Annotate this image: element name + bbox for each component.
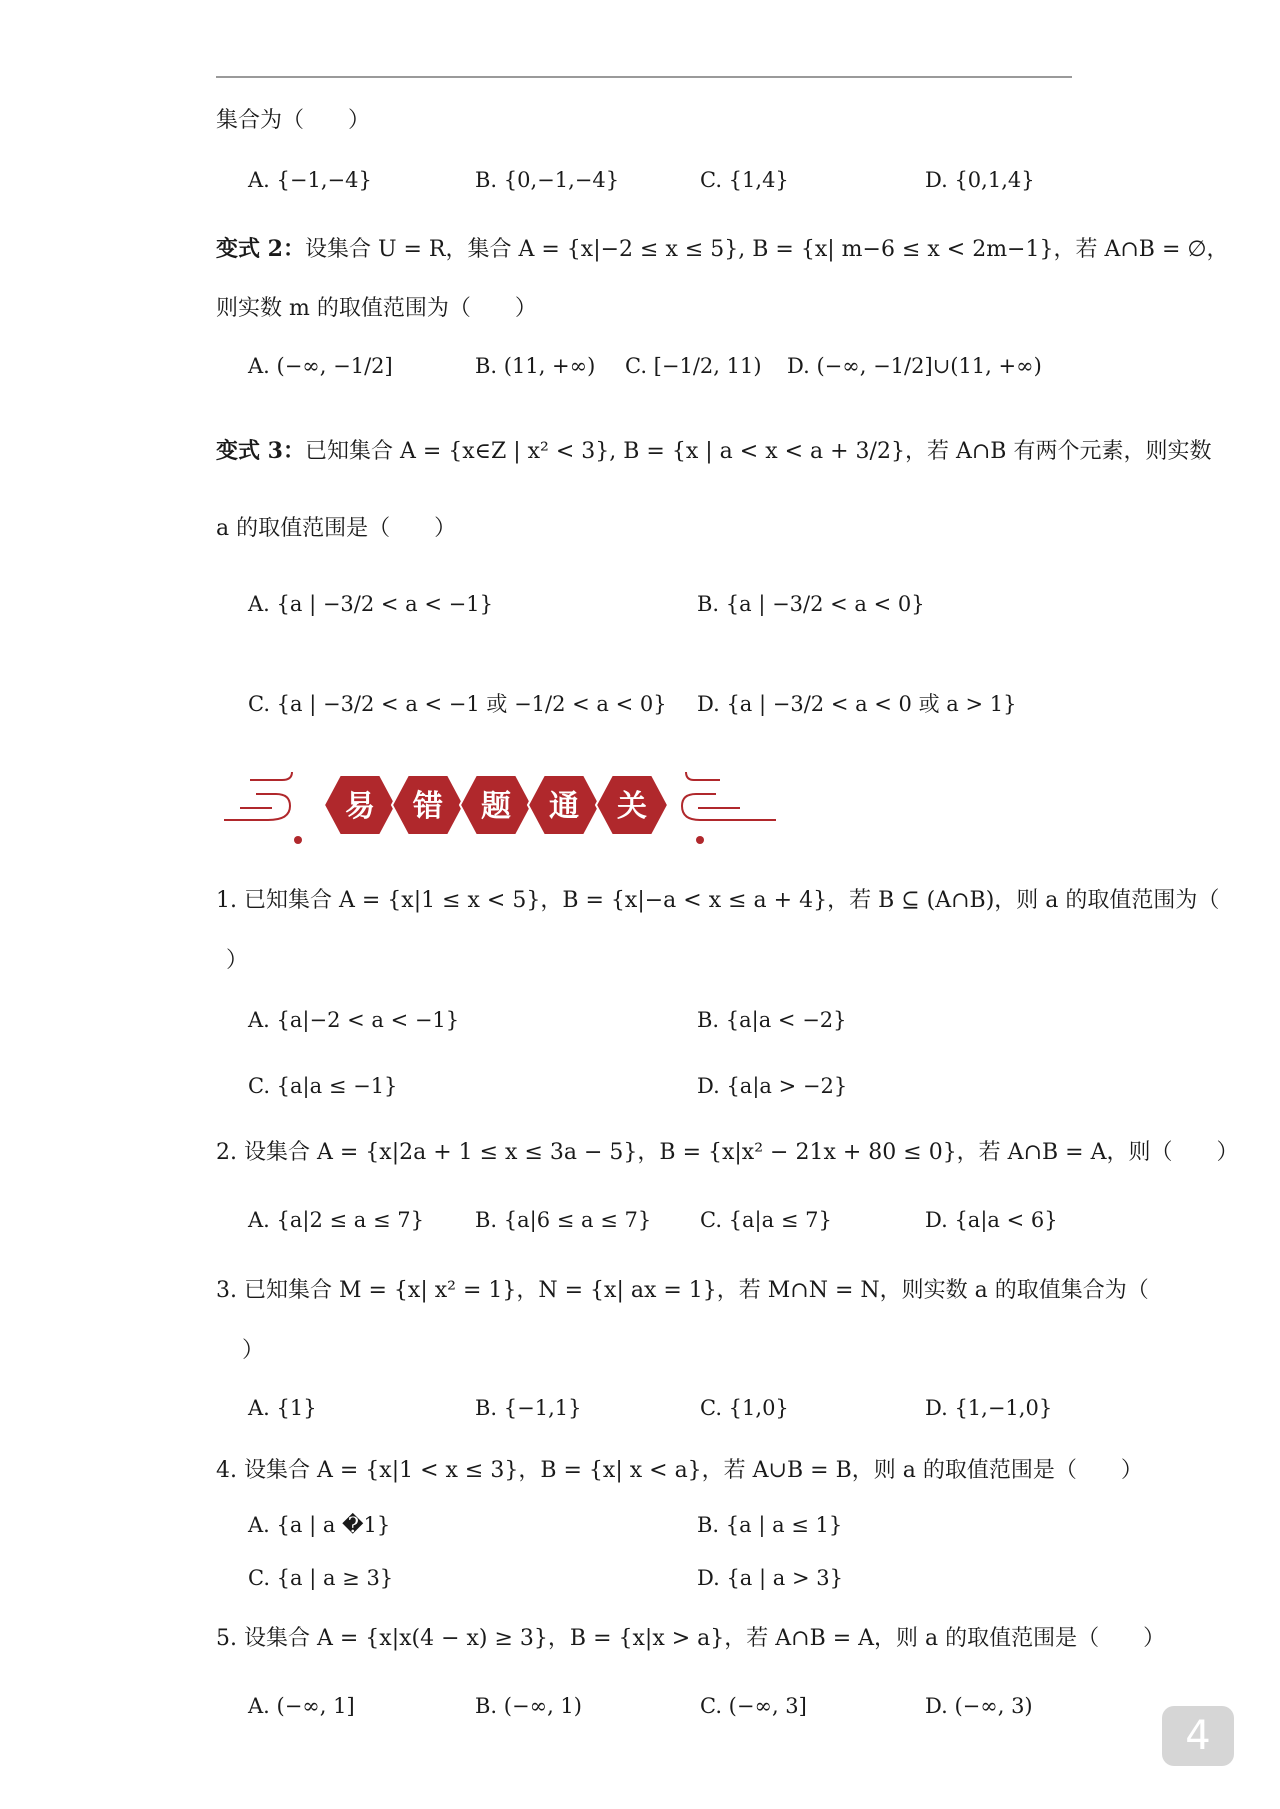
q3-line2: ） <box>242 1338 265 1363</box>
q4-option-c: C. {a | a ≥ 3} <box>248 1566 394 1590</box>
error-prone-banner <box>220 750 780 860</box>
banner-char-2: 错 <box>413 789 443 824</box>
variant2-option-d: D. (−∞, −1/2]∪(11, +∞) <box>787 354 1042 378</box>
q1-line2: ） <box>226 948 249 973</box>
q3-option-b: B. {−1,1} <box>475 1396 582 1420</box>
variant2-text: 设集合 U = R，集合 A = {x|−2 ≤ x ≤ 5}, B = {x| m−6 ≤ x < 2m−1}，若 A∩B = ∅， <box>304 237 1229 262</box>
variant3-line1 <box>216 440 1211 463</box>
q1-option-d: D. {a|a > −2} <box>697 1074 848 1098</box>
top-question-tail: 集合为（ ） <box>216 108 371 133</box>
header-rule <box>216 76 1072 78</box>
q4-option-b: B. {a | a ≤ 1} <box>697 1513 843 1537</box>
page-number-badge: 4 <box>1162 1706 1234 1766</box>
variant3-option-c: C. {a | −3/2 < a < −1 或 −1/2 < a < 0} <box>248 692 667 716</box>
q5-option-a: A. (−∞, 1] <box>248 1694 355 1718</box>
q1-option-b: B. {a|a < −2} <box>697 1008 847 1032</box>
q2-option-d: D. {a|a < 6} <box>925 1208 1058 1232</box>
q1-option-a: A. {a|−2 < a < −1} <box>248 1008 460 1032</box>
top-option-d: D. {0,1,4} <box>925 168 1035 192</box>
top-option-c: C. {1,4} <box>700 168 789 192</box>
q2-option-a: A. {a|2 ≤ a ≤ 7} <box>248 1208 424 1232</box>
q1-option-c: C. {a|a ≤ −1} <box>248 1074 398 1098</box>
q3-option-c: C. {1,0} <box>700 1396 789 1420</box>
variant3-option-a: A. {a | −3/2 < a < −1} <box>248 592 493 616</box>
banner-left-swirl <box>224 772 292 820</box>
q3-option-a: A. {1} <box>248 1396 317 1420</box>
q2-line1: 2. 设集合 A = {x|2a + 1 ≤ x ≤ 3a − 5}，B = {x|x² − 21x + 80 ≤ 0}，若 A∩B = A，则（ ） <box>216 1140 1239 1165</box>
q3-option-d: D. {1,−1,0} <box>925 1396 1053 1420</box>
variant3-option-d: D. {a | −3/2 < a < 0 或 a > 1} <box>697 692 1017 716</box>
banner-char-1: 易 <box>345 789 375 824</box>
variant3-text: 已知集合 A = {x∈Z | x² < 3}, B = {x | a < x < a + 3/2}，若 A∩B 有两个元素，则实数 <box>304 439 1212 464</box>
q2-option-b: B. {a|6 ≤ a ≤ 7} <box>475 1208 652 1232</box>
q2-option-c: C. {a|a ≤ 7} <box>700 1208 832 1232</box>
banner-char-3: 题 <box>481 789 511 824</box>
q5-option-b: B. (−∞, 1) <box>475 1694 582 1718</box>
variant2-line1 <box>216 238 1229 261</box>
variant2-line2: 则实数 m 的取值范围为（ ） <box>216 296 537 321</box>
banner-left-dot <box>294 836 302 844</box>
q4-option-d: D. {a | a > 3} <box>697 1566 843 1590</box>
q5-option-d: D. (−∞, 3) <box>925 1694 1033 1718</box>
variant3-label: 变式 3： <box>216 438 305 464</box>
q1-line1: 1. 已知集合 A = {x|1 ≤ x < 5}，B = {x|−a < x ≤ a + 4}，若 B ⊆ (A∩B)，则 a 的取值范围为（ <box>216 888 1220 913</box>
variant2-option-a: A. (−∞, −1/2] <box>248 354 393 378</box>
banner-hexagons <box>324 775 668 835</box>
q5-line1: 5. 设集合 A = {x|x(4 − x) ≥ 3}，B = {x|x > a}，若 A∩B = A，则 a 的取值范围是（ ） <box>216 1626 1166 1651</box>
variant3-option-b: B. {a | −3/2 < a < 0} <box>697 592 925 616</box>
variant3-line2: a 的取值范围是（ ） <box>216 516 457 541</box>
variant2-option-c: C. [−1/2, 11) <box>625 354 762 378</box>
top-option-a: A. {−1,−4} <box>248 168 372 192</box>
banner-right-dot <box>696 836 704 844</box>
variant2-label: 变式 2： <box>216 236 305 262</box>
q4-option-a: A. {a | a �1} <box>248 1513 391 1537</box>
q5-option-c: C. (−∞, 3] <box>700 1694 807 1718</box>
q3-line1: 3. 已知集合 M = {x| x² = 1}，N = {x| ax = 1}，若 M∩N = N，则实数 a 的取值集合为（ <box>216 1278 1149 1303</box>
q4-line1: 4. 设集合 A = {x|1 < x ≤ 3}，B = {x| x < a}，若 A∪B = B，则 a 的取值范围是（ ） <box>216 1458 1143 1483</box>
banner-char-4: 通 <box>549 789 579 824</box>
top-option-b: B. {0,−1,−4} <box>475 168 620 192</box>
banner-char-5: 关 <box>617 789 647 824</box>
banner-right-swirl <box>682 772 776 820</box>
variant2-option-b: B. (11, +∞) <box>475 354 596 378</box>
